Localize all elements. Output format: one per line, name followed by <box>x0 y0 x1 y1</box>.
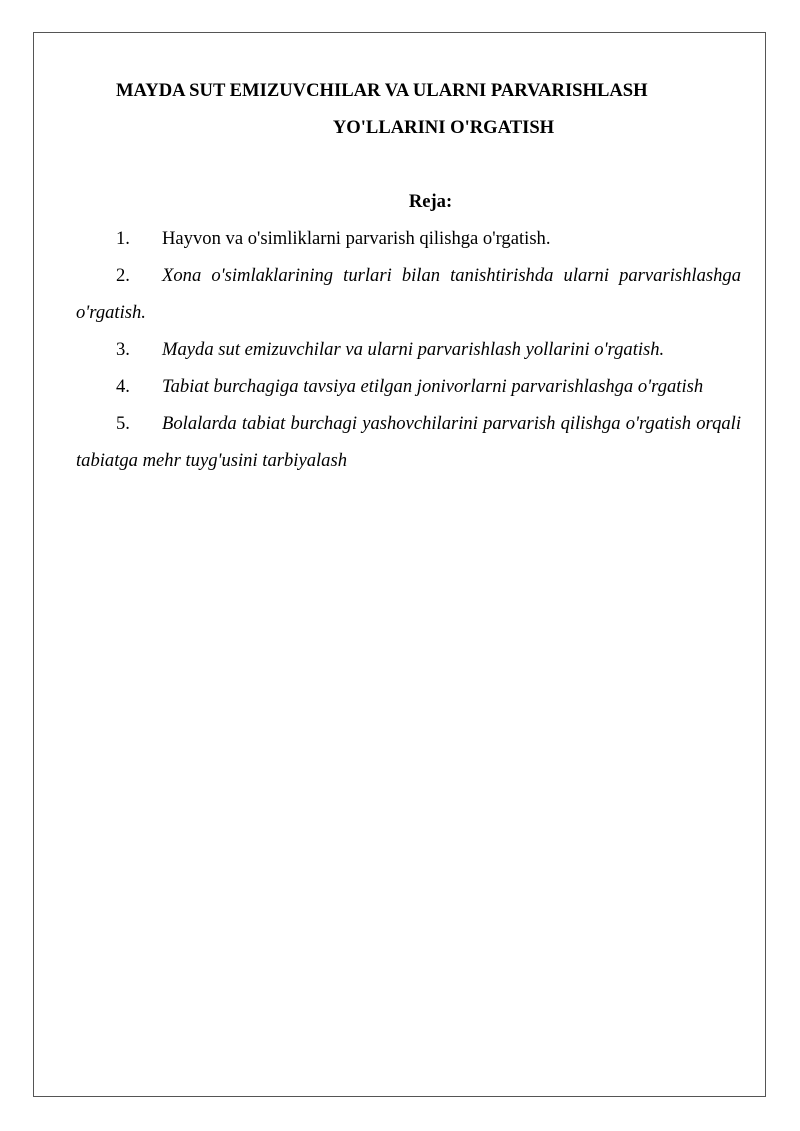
plan-item-4 <box>76 368 741 405</box>
plan-item-text: Hayvon va o'simliklarni parvarish qilishga o'rgatish. <box>162 228 551 249</box>
document-body <box>76 72 741 479</box>
plan-item-5 <box>76 405 741 479</box>
plan-item-text: Mayda sut emizuvchilar va ularni parvarishlash yollarini o'rgatish. <box>162 339 665 360</box>
plan-item-number: 4. <box>116 376 130 397</box>
title-line-2: YO'LLARINI O'RGATISH <box>332 117 555 138</box>
plan-item-text: Xona o'simlaklarining turlari bilan tanishtirishda ularni parvarishlashga o'rgatish. <box>76 265 741 323</box>
plan-item-text: Tabiat burchagiga tavsiya etilgan jonivorlarni parvarishlashga o'rgatish <box>162 376 704 397</box>
title-line-1: MAYDA SUT EMIZUVCHILAR VA ULARNI PARVARISHLASH <box>116 80 648 101</box>
document-title <box>76 72 741 146</box>
plan-item-number: 2. <box>116 265 130 286</box>
plan-item-number: 1. <box>116 228 130 249</box>
plan-item-number: 5. <box>116 413 130 434</box>
plan-item-number: 3. <box>116 339 130 360</box>
plan-item-text: Bolalarda tabiat burchagi yashovchilarini parvarish qilishga o'rgatish orqali tabiatga mehr tuyg'usini tarbiyalash <box>76 413 741 471</box>
plan-item-3 <box>76 331 741 368</box>
spacer <box>76 146 741 183</box>
plan-item-2 <box>76 257 741 331</box>
plan-list <box>76 220 741 479</box>
plan-heading: Reja: <box>408 191 453 212</box>
plan-item-1 <box>76 220 741 257</box>
